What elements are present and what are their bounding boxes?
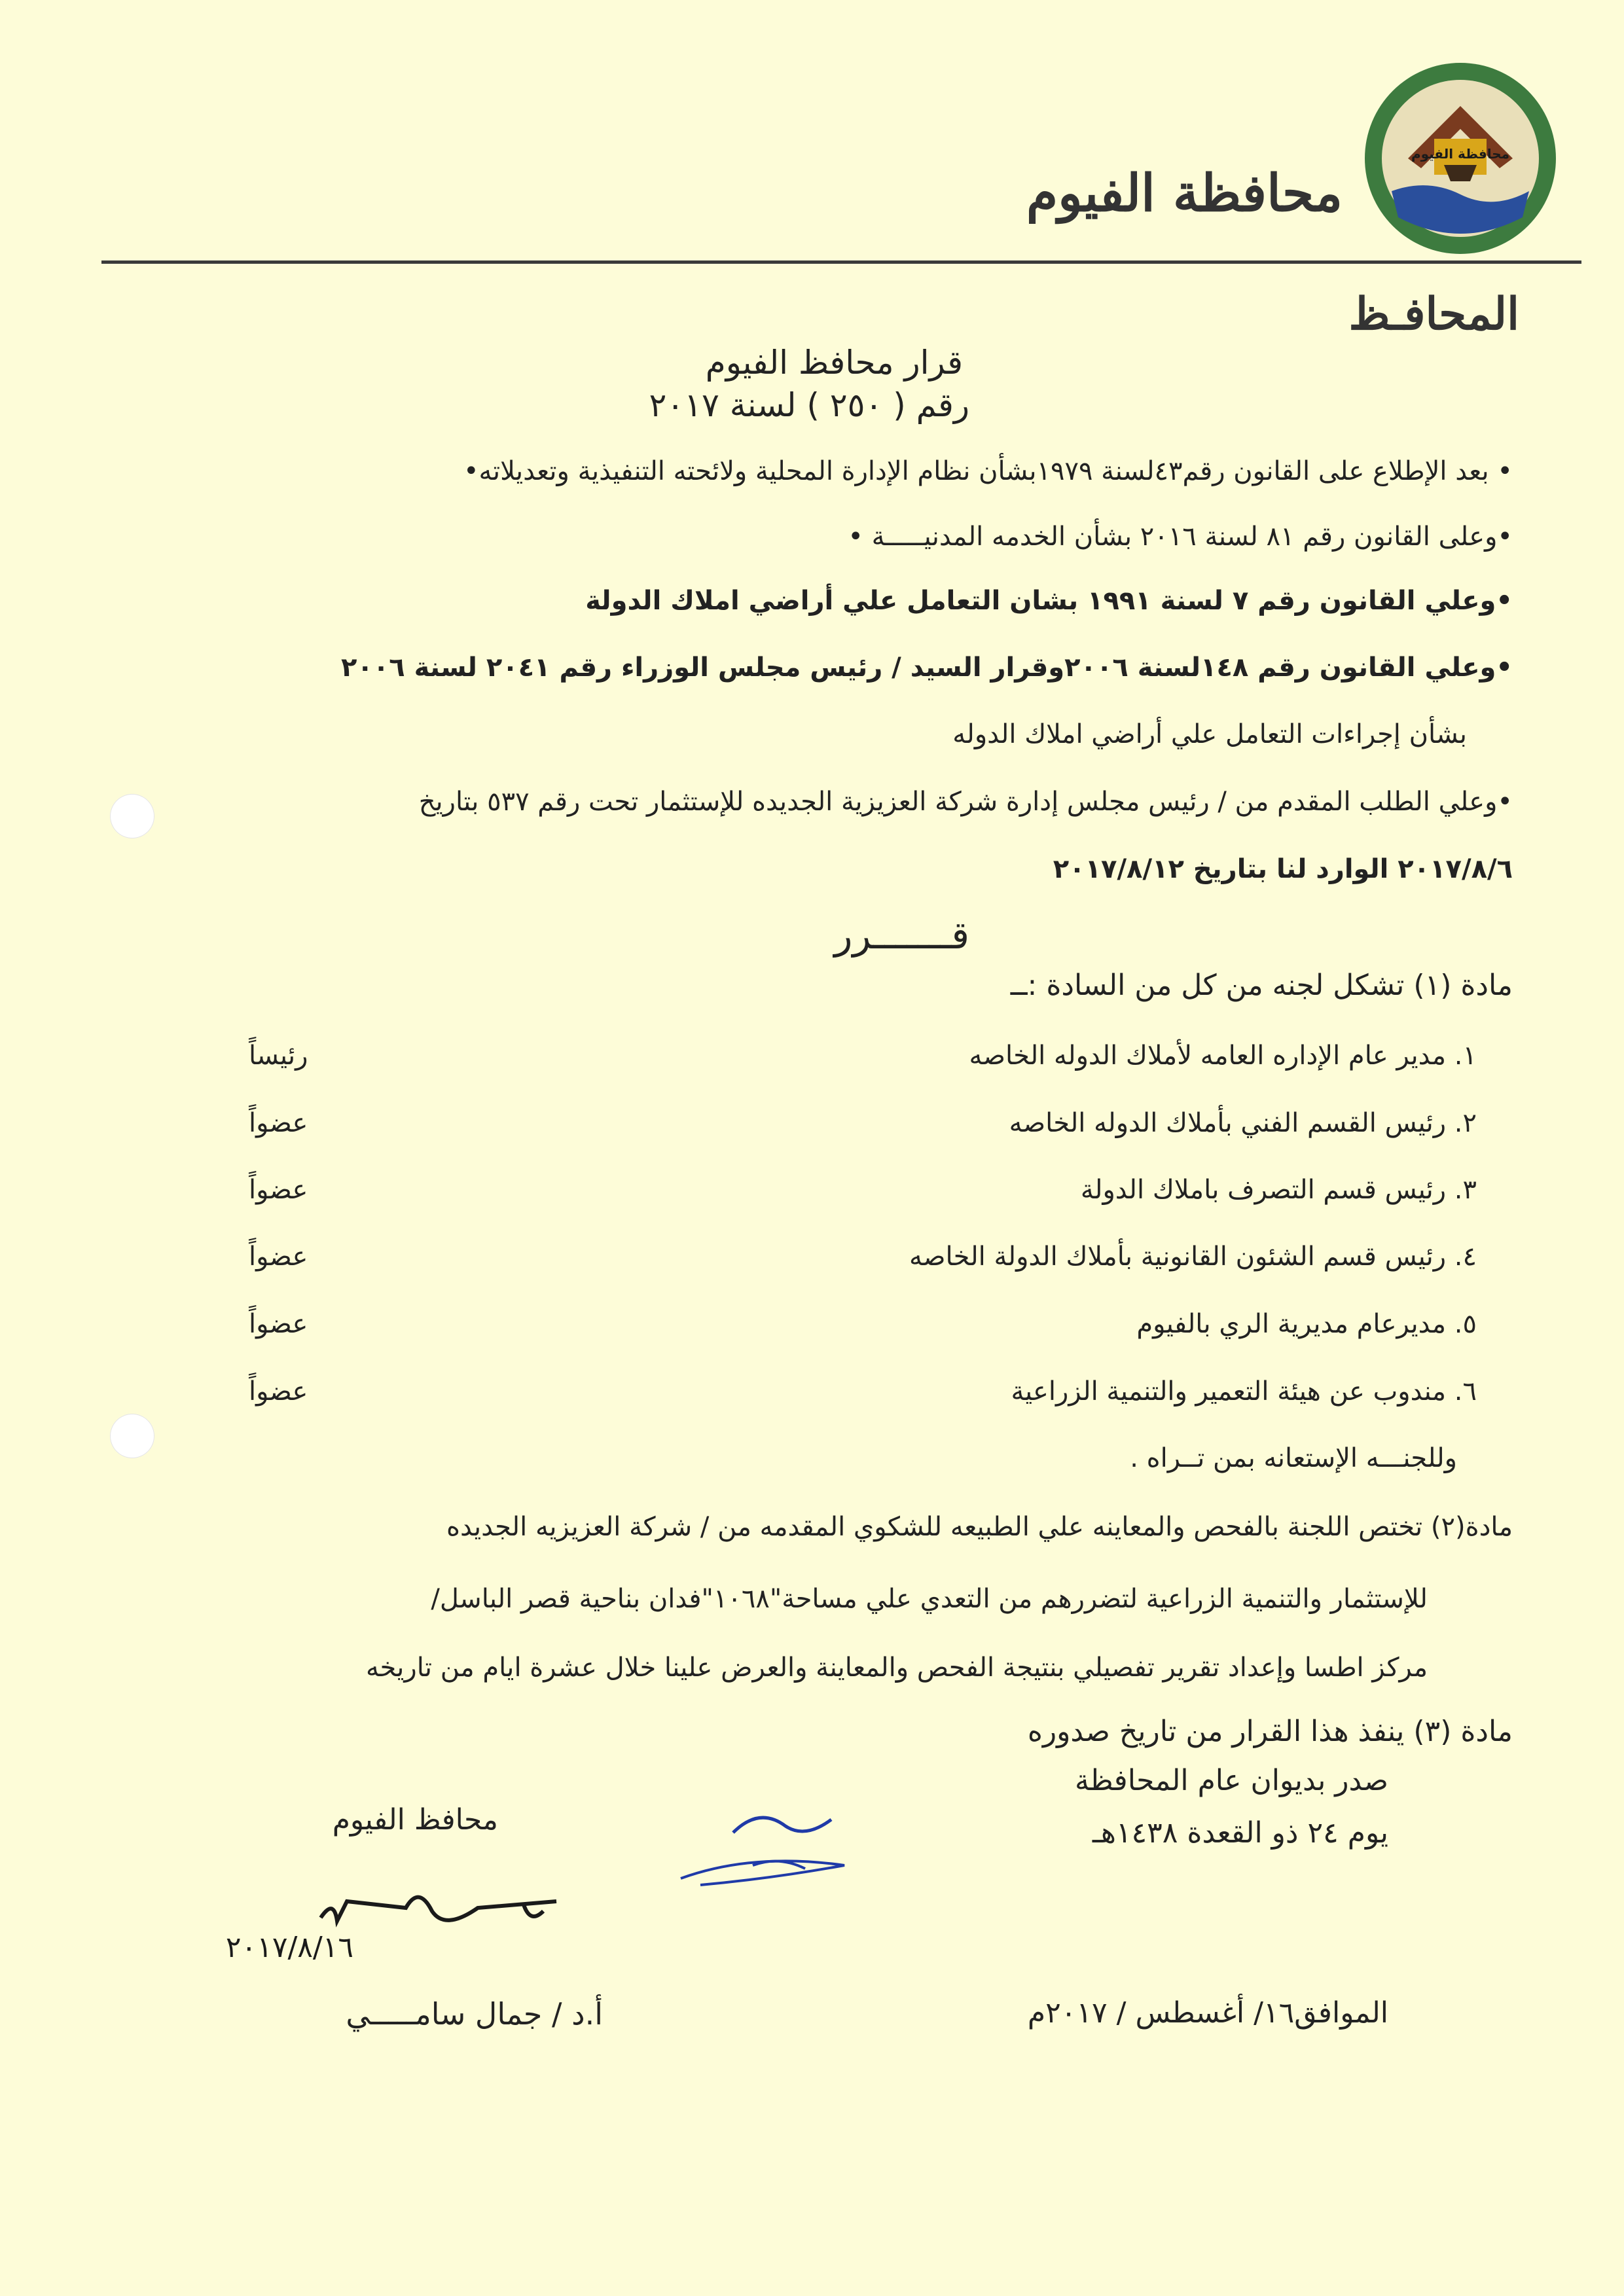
committee-member: ٢. رئيس القسم الفني بأملاك الدوله الخاصه <box>1009 1108 1477 1138</box>
preamble-line: •وعلي القانون رقم ٧ لسنة ١٩٩١ بشان التعامل علي أراضي املاك الدولة <box>585 586 1513 616</box>
preamble-line: ٢٠١٧/٨/٦ الوارد لنا بتاريخ ٢٠١٧/٨/١٢ <box>1053 854 1513 884</box>
preamble-line: •وعلى القانون رقم ٨١ لسنة ٢٠١٦ بشأن الخدمه المدنيـــــة • <box>848 522 1513 552</box>
decree-title: قرار محافظ الفيوم <box>705 344 963 382</box>
article-1-heading: مادة (١) تشكل لجنه من كل من السادة :ــ <box>1010 969 1513 1002</box>
committee-role: عضواً <box>249 1175 308 1205</box>
committee-role: رئيساً <box>249 1041 308 1071</box>
decision-heading: قـــــــرر <box>834 913 969 958</box>
gregorian-date: الموافق١٦/ أغسطس / ٢٠١٧م <box>1027 1996 1388 2030</box>
committee-member: ٦. مندوب عن هيئة التعمير والتنمية الزراعية <box>1011 1376 1477 1407</box>
preamble-line: • بعد الإطلاع على القانون رقم٤٣لسنة ١٩٧٩بشأن نظام الإدارة المحلية ولائحته التنفيذية وتعديلاته• <box>463 456 1513 486</box>
committee-role: عضواً <box>249 1108 308 1138</box>
secretary-signature-icon <box>674 1793 884 1898</box>
punch-hole <box>110 794 154 838</box>
preamble-line: بشأن إجراءات التعامل علي أراضي املاك الدوله <box>952 719 1467 749</box>
governorate-emblem-icon <box>1362 60 1559 257</box>
article-3: مادة (٣) ينفذ هذا القرار من تاريخ صدوره <box>1027 1715 1513 1748</box>
governor-name: أ.د / جمال سامـــــي <box>346 1996 603 2032</box>
governor-title: محافظ الفيوم <box>332 1803 498 1837</box>
committee-role: عضواً <box>249 1242 308 1272</box>
punch-hole <box>110 1414 154 1458</box>
governorate-name: محافظة الفيوم <box>1026 164 1343 223</box>
issued-at: صدر بديوان عام المحافظة <box>1074 1764 1388 1797</box>
committee-assistance: وللجنـــه الإستعانه بمن تــراه . <box>1130 1443 1457 1473</box>
decree-number: رقم ( ٢٥٠ ) لسنة ٢٠١٧ <box>649 386 969 424</box>
committee-member: ٤. رئيس قسم الشئون القانونية بأملاك الدولة الخاصه <box>909 1242 1477 1272</box>
preamble-line: •وعلي القانون رقم ١٤٨لسنة ٢٠٠٦وقرار السيد / رئيس مجلس الوزراء رقم ٢٠٤١ لسنة ٢٠٠٦ <box>341 653 1513 683</box>
article-2-line: مركز اطسا وإعداد تقرير تفصيلي بنتيجة الفحص والمعاينة والعرض علينا خلال عشرة ايام من تاريخه <box>366 1653 1428 1683</box>
hijri-date: يوم ٢٤ ذو القعدة ١٤٣٨هـ <box>1092 1816 1388 1850</box>
committee-member: ٥. مديرعام مديرية الري بالفيوم <box>1136 1309 1477 1339</box>
handwritten-date: ٢٠١٧/٨/١٦ <box>225 1931 353 1964</box>
article-2-line: مادة(٢) تختص اللجنة بالفحص والمعاينه علي الطبيعه للشكوي المقدمه من / شركة العزيزيه الجديده <box>446 1512 1513 1542</box>
header-divider <box>101 260 1581 264</box>
committee-member: ٣. رئيس قسم التصرف باملاك الدولة <box>1080 1175 1477 1205</box>
committee-role: عضواً <box>249 1376 308 1407</box>
preamble-line: •وعلي الطلب المقدم من / رئيس مجلس إدارة شركة العزيزية الجديده للإستثمار تحت رقم ٥٣٧ بتاريخ <box>418 787 1513 817</box>
office-title: المحافـظ <box>1348 288 1519 340</box>
article-2-line: للإستثمار والتنمية الزراعية لتضررهم من التعدي علي مساحة"١٠٦٨"فدان بناحية قصر الباسل/ <box>431 1584 1428 1614</box>
governor-signature-icon <box>225 1859 583 1964</box>
committee-member: ١. مدير عام الإداره العامه لأملاك الدوله الخاصه <box>969 1041 1477 1071</box>
emblem-text: محافظة الفيوم <box>1411 146 1510 162</box>
committee-role: عضواً <box>249 1309 308 1339</box>
